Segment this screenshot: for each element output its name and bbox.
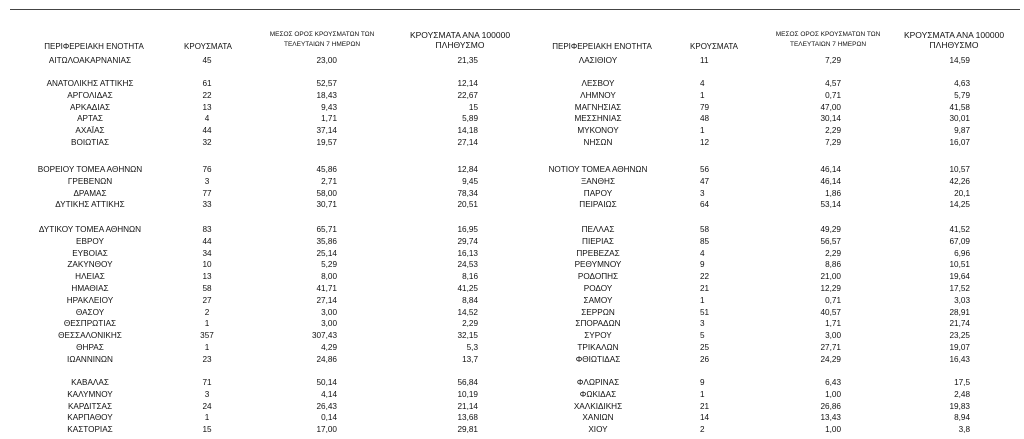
cell-region-left: ΑΡΚΑΔΙΑΣ — [69, 102, 111, 112]
cell-cases-left: 24 — [202, 401, 212, 411]
cell-cases-left: 45 — [202, 56, 212, 65]
cell-avg7-right: 0,71 — [825, 90, 841, 100]
cell-cases-right: 3 — [700, 319, 705, 329]
cell-avg7-left: 0,14 — [321, 413, 337, 423]
cell-per100k-left: 27,14 — [457, 137, 478, 147]
cell-per100k-right: 8,94 — [954, 413, 970, 423]
cell-region-left: ΚΑΡΔΙΤΣΑΣ — [67, 401, 113, 411]
row-group — [0, 377, 1024, 436]
cell-region-left: ΔΥΤΙΚΟΥ ΤΟΜΕΑ ΑΘΗΝΩΝ — [38, 225, 142, 234]
cell-avg7-right: 2,29 — [825, 126, 841, 136]
header-per100k-right-line1: ΚΡΟΥΣΜΑΤΑ ΑΝΑ 100000 — [903, 30, 1005, 40]
cell-cases-right: 9 — [700, 260, 705, 270]
table-row — [0, 259, 1024, 271]
cell-region-left: ΓΡΕΒΕΝΩΝ — [67, 176, 113, 186]
cell-cases-left: 77 — [202, 188, 212, 198]
cell-cases-right: 4 — [700, 79, 705, 88]
table-row — [0, 78, 1024, 90]
cell-avg7-left: 5,29 — [321, 260, 337, 270]
cell-cases-right: 11 — [700, 56, 709, 65]
cell-cases-right: 58 — [700, 225, 710, 234]
table-row — [0, 188, 1024, 200]
cell-avg7-right: 1,00 — [825, 389, 841, 399]
row-group — [0, 164, 1024, 211]
cell-region-right: ΛΕΣΒΟΥ — [581, 79, 615, 88]
cell-cases-right: 22 — [700, 272, 710, 282]
cell-region-left: ΘΕΣΠΡΩΤΙΑΣ — [63, 319, 117, 329]
cell-per100k-left: 78,34 — [457, 188, 478, 198]
header-cases-left: ΚΡΟΥΣΜΑΤΑ — [184, 42, 232, 51]
table-row — [0, 271, 1024, 283]
cell-avg7-left: 4,29 — [321, 342, 337, 352]
cell-region-right: ΦΩΚΙΔΑΣ — [579, 389, 617, 399]
cell-per100k-right: 16,07 — [949, 137, 970, 147]
cell-per100k-left: 32,15 — [457, 331, 478, 341]
cell-avg7-left: 24,86 — [316, 354, 337, 364]
cell-per100k-right: 41,52 — [949, 225, 970, 234]
cell-region-right: ΣΑΜΟΥ — [583, 295, 613, 305]
cell-per100k-left: 16,13 — [457, 248, 478, 258]
cell-region-right: ΡΕΘΥΜΝΟΥ — [574, 260, 622, 270]
cell-per100k-right: 19,07 — [949, 342, 970, 352]
cell-cases-left: 27 — [202, 295, 212, 305]
cell-per100k-right: 6,96 — [954, 248, 970, 258]
cell-region-right: ΧΑΛΚΙΔΙΚΗΣ — [573, 401, 623, 411]
cell-region-left: ΚΑΡΠΑΘΟΥ — [67, 413, 113, 423]
cell-per100k-right: 17,52 — [949, 283, 970, 293]
cell-avg7-right: 0,71 — [825, 295, 841, 305]
cell-avg7-right: 1,71 — [825, 319, 841, 329]
cell-per100k-left: 21,14 — [457, 401, 478, 411]
cell-avg7-left: 3,00 — [321, 319, 337, 329]
cell-avg7-left: 50,14 — [316, 378, 337, 387]
cell-cases-right: 56 — [700, 165, 710, 174]
cell-cases-right: 47 — [700, 176, 710, 186]
cell-cases-right: 5 — [700, 331, 705, 341]
table-row — [0, 55, 1024, 67]
cell-cases-right: 3 — [700, 188, 705, 198]
row-group — [0, 78, 1024, 149]
table-row — [0, 90, 1024, 102]
cell-region-right: ΤΡΙΚΑΛΩΝ — [577, 342, 619, 352]
cell-cases-left: 10 — [202, 260, 212, 270]
cell-region-right: ΡΟΔΟΥ — [583, 283, 613, 293]
cell-region-left: ΔΥΤΙΚΗΣ ΑΤΤΙΚΗΣ — [55, 200, 125, 210]
cell-cases-left: 1 — [204, 413, 210, 423]
cell-avg7-left: 8,00 — [321, 272, 337, 282]
cell-per100k-right: 10,57 — [949, 165, 970, 174]
row-group — [0, 55, 1024, 67]
cell-per100k-right: 28,91 — [949, 307, 970, 317]
table-row — [0, 102, 1024, 114]
cell-avg7-right: 26,86 — [820, 401, 841, 411]
cell-per100k-right: 20,1 — [954, 188, 970, 198]
cell-per100k-right: 5,79 — [954, 90, 970, 100]
cell-avg7-left: 19,57 — [316, 137, 337, 147]
cell-avg7-left: 3,00 — [321, 307, 337, 317]
cell-cases-left: 13 — [202, 272, 212, 282]
cell-avg7-left: 307,43 — [311, 331, 337, 341]
header-per100k-left-line1: ΚΡΟΥΣΜΑΤΑ ΑΝΑ 100000 — [409, 30, 511, 40]
cell-region-left: ΑΙΤΩΛΟΑΚΑΡΝΑΝΙΑΣ — [48, 56, 132, 65]
header-avg-right-line1: ΜΕΣΟΣ ΟΡΟΣ ΚΡΟΥΣΜΑΤΩΝ ΤΩΝ — [775, 31, 881, 38]
cell-cases-left: 1 — [204, 342, 210, 352]
cell-per100k-right: 9,87 — [954, 126, 970, 136]
cell-cases-right: 2 — [700, 425, 705, 435]
table-row — [0, 199, 1024, 211]
cell-per100k-right: 30,01 — [949, 114, 970, 124]
cell-region-left: ΑΝΑΤΟΛΙΚΗΣ ΑΤΤΙΚΗΣ — [46, 79, 134, 88]
cell-region-right: ΜΥΚΟΝΟΥ — [577, 126, 619, 136]
cell-region-right: ΝΗΣΩΝ — [583, 137, 613, 147]
header-per100k-left-line2: ΠΛΗΘΥΣΜΟ — [435, 40, 485, 50]
cell-avg7-right: 53,14 — [820, 200, 841, 210]
cell-per100k-left: 14,18 — [457, 126, 478, 136]
table-row — [0, 125, 1024, 137]
cell-cases-right: 85 — [700, 236, 710, 246]
cell-cases-right: 1 — [700, 90, 705, 100]
cell-per100k-left: 14,52 — [457, 307, 478, 317]
table-row — [0, 224, 1024, 236]
cell-cases-left: 2 — [204, 307, 210, 317]
cell-avg7-left: 65,71 — [316, 225, 337, 234]
cell-per100k-left: 12,14 — [457, 79, 478, 88]
cell-region-right: ΛΑΣΙΘΙΟΥ — [578, 56, 618, 65]
cell-cases-right: 48 — [700, 114, 710, 124]
cell-per100k-right: 2,48 — [954, 389, 970, 399]
cell-region-left: ΘΗΡΑΣ — [76, 342, 104, 352]
cell-avg7-right: 7,29 — [825, 56, 841, 65]
cell-avg7-right: 2,29 — [825, 248, 841, 258]
cell-avg7-right: 3,00 — [825, 331, 841, 341]
cell-cases-left: 15 — [202, 425, 212, 435]
cell-cases-left: 32 — [202, 137, 212, 147]
cell-cases-left: 1 — [204, 319, 210, 329]
cell-avg7-left: 45,86 — [316, 165, 337, 174]
cell-cases-left: 23 — [202, 354, 212, 364]
cell-cases-right: 12 — [700, 137, 710, 147]
cell-cases-right: 64 — [700, 200, 710, 210]
cell-avg7-right: 40,57 — [820, 307, 841, 317]
cell-region-right: ΞΑΝΘΗΣ — [580, 176, 616, 186]
cell-cases-right: 14 — [700, 413, 710, 423]
cell-avg7-right: 7,29 — [825, 137, 841, 147]
cell-per100k-left: 16,95 — [457, 225, 478, 234]
cell-region-right: ΣΠΟΡΑΔΩΝ — [575, 319, 621, 329]
cell-avg7-left: 27,14 — [316, 295, 337, 305]
cell-per100k-left: 20,51 — [457, 200, 478, 210]
cell-avg7-left: 25,14 — [316, 248, 337, 258]
cell-per100k-right: 41,58 — [949, 102, 970, 112]
cell-region-left: ΗΛΕΙΑΣ — [75, 272, 105, 282]
cell-region-right: ΛΗΜΝΟΥ — [580, 90, 616, 100]
cell-region-right: ΦΘΙΩΤΙΔΑΣ — [575, 354, 621, 364]
header-cases-right: ΚΡΟΥΣΜΑΤΑ — [690, 42, 738, 51]
cell-per100k-left: 21,35 — [457, 56, 478, 65]
cell-region-left: ΑΡΤΑΣ — [77, 114, 103, 124]
cell-region-right: ΠΙΕΡΙΑΣ — [582, 236, 614, 246]
row-group — [0, 224, 1024, 366]
cell-cases-right: 4 — [700, 248, 705, 258]
cell-avg7-right: 4,57 — [825, 79, 841, 88]
cell-region-right: ΣΕΡΡΩΝ — [581, 307, 615, 317]
table-row — [0, 401, 1024, 413]
cell-region-left: ΖΑΚΥΝΘΟΥ — [67, 260, 113, 270]
cell-cases-left: 44 — [202, 126, 212, 136]
table-row — [0, 389, 1024, 401]
cell-region-right: ΣΥΡΟΥ — [584, 331, 612, 341]
header-avg-left-line1: ΜΕΣΟΣ ΟΡΟΣ ΚΡΟΥΣΜΑΤΩΝ ΤΩΝ — [269, 31, 375, 38]
cell-per100k-left: 24,53 — [457, 260, 478, 270]
table-row — [0, 164, 1024, 176]
cell-per100k-right: 14,59 — [949, 56, 970, 65]
cell-region-right: ΧΑΝΙΩΝ — [582, 413, 614, 423]
cell-per100k-left: 2,29 — [462, 319, 478, 329]
cell-avg7-left: 1,71 — [321, 114, 337, 124]
cell-per100k-right: 17,5 — [954, 378, 970, 387]
cell-avg7-left: 17,00 — [316, 425, 337, 435]
header-per100k-right-line2: ΠΛΗΘΥΣΜΟ — [929, 40, 979, 50]
table-row — [0, 248, 1024, 260]
cell-avg7-left: 30,71 — [316, 200, 337, 210]
cell-avg7-right: 49,29 — [820, 225, 841, 234]
cell-cases-left: 58 — [202, 283, 212, 293]
table-row — [0, 342, 1024, 354]
cell-per100k-left: 12,84 — [457, 165, 478, 174]
cell-per100k-left: 5,89 — [462, 114, 478, 124]
header-region-right: ΠΕΡΙΦΕΡΕΙΑΚΗ ΕΝΟΤΗΤΑ — [552, 42, 652, 51]
cell-avg7-left: 9,43 — [321, 102, 337, 112]
cell-per100k-right: 42,26 — [949, 176, 970, 186]
cell-per100k-right: 3,03 — [954, 295, 970, 305]
cell-region-left: ΚΑΒΑΛΑΣ — [71, 378, 109, 387]
cell-avg7-left: 58,00 — [316, 188, 337, 198]
cell-avg7-right: 12,29 — [820, 283, 841, 293]
cell-region-left: ΘΑΣΟΥ — [75, 307, 105, 317]
table-row — [0, 137, 1024, 149]
cell-cases-left: 33 — [202, 200, 212, 210]
table-row — [0, 307, 1024, 319]
cell-per100k-right: 14,25 — [949, 200, 970, 210]
cell-cases-right: 1 — [700, 389, 705, 399]
cell-avg7-left: 18,43 — [316, 90, 337, 100]
cell-cases-left: 22 — [202, 90, 212, 100]
cell-cases-right: 1 — [700, 126, 705, 136]
cell-region-left: ΒΟΡΕΙΟΥ ΤΟΜΕΑ ΑΘΗΝΩΝ — [37, 165, 143, 174]
cell-cases-left: 4 — [204, 114, 210, 124]
table-row — [0, 176, 1024, 188]
cell-per100k-right: 3,8 — [958, 425, 970, 435]
table-row — [0, 318, 1024, 330]
table-row — [0, 295, 1024, 307]
cell-per100k-left: 13,68 — [457, 413, 478, 423]
cell-region-left: ΕΥΒΟΙΑΣ — [72, 248, 108, 258]
cell-cases-right: 26 — [700, 354, 710, 364]
cell-avg7-left: 4,14 — [321, 389, 337, 399]
table-row — [0, 113, 1024, 125]
cell-cases-left: 3 — [204, 389, 210, 399]
cell-region-left: ΔΡΑΜΑΣ — [73, 188, 107, 198]
cell-cases-left: 357 — [200, 331, 214, 341]
cell-per100k-right: 21,74 — [949, 319, 970, 329]
cell-region-left: ΗΜΑΘΙΑΣ — [71, 283, 109, 293]
cell-per100k-left: 22,67 — [457, 90, 478, 100]
cell-cases-left: 83 — [202, 225, 212, 234]
cell-region-right: ΦΛΩΡΙΝΑΣ — [576, 378, 620, 387]
table-row — [0, 412, 1024, 424]
table-row — [0, 377, 1024, 389]
cell-region-right: ΜΑΓΝΗΣΙΑΣ — [574, 102, 622, 112]
cell-region-left: ΙΩΑΝΝΙΝΩΝ — [67, 354, 113, 364]
cell-region-left: ΚΑΛΥΜΝΟΥ — [67, 389, 113, 399]
header-avg-left-line2: ΤΕΛΕΥΤΑΙΩΝ 7 ΗΜΕΡΩΝ — [283, 41, 361, 48]
cell-region-right: ΠΑΡΟΥ — [583, 188, 613, 198]
table-row — [0, 283, 1024, 295]
cell-avg7-right: 46,14 — [820, 176, 841, 186]
cell-avg7-right: 27,71 — [820, 342, 841, 352]
cell-per100k-right: 4,63 — [954, 79, 970, 88]
header-avg-right-line2: ΤΕΛΕΥΤΑΙΩΝ 7 ΗΜΕΡΩΝ — [789, 41, 867, 48]
cell-per100k-left: 13,7 — [462, 354, 478, 364]
cell-per100k-right: 19,83 — [949, 401, 970, 411]
cell-cases-right: 21 — [700, 401, 710, 411]
cell-avg7-left: 23,00 — [316, 56, 337, 65]
cell-cases-right: 1 — [700, 295, 705, 305]
cell-cases-right: 79 — [700, 102, 710, 112]
cell-cases-right: 25 — [700, 342, 710, 352]
cell-per100k-right: 16,43 — [949, 354, 970, 364]
cell-region-left: ΑΡΓΟΛΙΔΑΣ — [67, 90, 113, 100]
cell-region-right: ΝΟΤΙΟΥ ΤΟΜΕΑ ΑΘΗΝΩΝ — [548, 165, 648, 174]
cell-region-left: ΑΧΑΪΑΣ — [75, 126, 105, 136]
cell-cases-left: 76 — [202, 165, 212, 174]
cell-per100k-left: 29,81 — [457, 425, 478, 435]
cell-avg7-right: 21,00 — [820, 272, 841, 282]
cell-region-right: ΧΙΟΥ — [588, 425, 608, 435]
cell-per100k-left: 10,19 — [457, 389, 478, 399]
cell-per100k-left: 5,3 — [466, 342, 478, 352]
cell-avg7-right: 56,57 — [820, 236, 841, 246]
cell-avg7-left: 37,14 — [316, 126, 337, 136]
cell-avg7-right: 13,43 — [820, 413, 841, 423]
cell-avg7-left: 2,71 — [321, 176, 337, 186]
cell-per100k-left: 15 — [468, 102, 478, 112]
cell-per100k-right: 23,25 — [949, 331, 970, 341]
cell-region-right: ΜΕΣΣΗΝΙΑΣ — [574, 114, 622, 124]
cell-avg7-right: 30,14 — [820, 114, 841, 124]
cell-avg7-right: 1,00 — [825, 425, 841, 435]
cell-avg7-right: 8,86 — [825, 260, 841, 270]
cell-avg7-left: 41,71 — [316, 283, 337, 293]
cell-avg7-right: 1,86 — [825, 188, 841, 198]
cell-avg7-right: 24,29 — [820, 354, 841, 364]
cell-avg7-right: 6,43 — [825, 378, 841, 387]
cell-region-left: ΕΒΡΟΥ — [76, 236, 104, 246]
cell-per100k-left: 56,84 — [457, 378, 478, 387]
cell-region-right: ΠΕΛΛΑΣ — [581, 225, 615, 234]
cell-cases-left: 44 — [202, 236, 212, 246]
cell-cases-left: 34 — [202, 248, 212, 258]
cell-cases-right: 9 — [700, 378, 705, 387]
cell-per100k-left: 8,84 — [462, 295, 478, 305]
cell-avg7-left: 35,86 — [316, 236, 337, 246]
cell-cases-left: 61 — [202, 79, 212, 88]
table-row — [0, 424, 1024, 436]
table-row — [0, 236, 1024, 248]
top-rule — [10, 9, 1020, 10]
cell-per100k-right: 10,51 — [949, 260, 970, 270]
cell-per100k-left: 41,25 — [457, 283, 478, 293]
table-row — [0, 354, 1024, 366]
cell-region-right: ΡΟΔΟΠΗΣ — [577, 272, 619, 282]
header-region-left: ΠΕΡΙΦΕΡΕΙΑΚΗ ΕΝΟΤΗΤΑ — [44, 42, 144, 51]
cell-avg7-right: 46,14 — [820, 165, 841, 174]
cell-per100k-left: 8,16 — [462, 272, 478, 282]
cell-cases-left: 13 — [202, 102, 212, 112]
cell-cases-right: 51 — [700, 307, 710, 317]
cell-region-left: ΗΡΑΚΛΕΙΟΥ — [66, 295, 114, 305]
table-row — [0, 330, 1024, 342]
cell-per100k-right: 67,09 — [949, 236, 970, 246]
cell-region-left: ΚΑΣΤΟΡΙΑΣ — [67, 425, 113, 435]
cell-region-right: ΠΕΙΡΑΙΩΣ — [579, 200, 617, 210]
cell-avg7-left: 52,57 — [316, 79, 337, 88]
cell-cases-right: 21 — [700, 283, 710, 293]
cell-per100k-left: 9,45 — [462, 176, 478, 186]
cell-avg7-right: 47,00 — [820, 102, 841, 112]
cell-cases-left: 71 — [202, 378, 212, 387]
cell-region-left: ΘΕΣΣΑΛΟΝΙΚΗΣ — [58, 331, 122, 341]
cell-region-left: ΒΟΙΩΤΙΑΣ — [70, 137, 110, 147]
cell-avg7-left: 26,43 — [316, 401, 337, 411]
cell-cases-left: 3 — [204, 176, 210, 186]
cell-per100k-left: 29,74 — [457, 236, 478, 246]
cell-per100k-right: 19,64 — [949, 272, 970, 282]
cell-region-right: ΠΡΕΒΕΖΑΣ — [576, 248, 620, 258]
